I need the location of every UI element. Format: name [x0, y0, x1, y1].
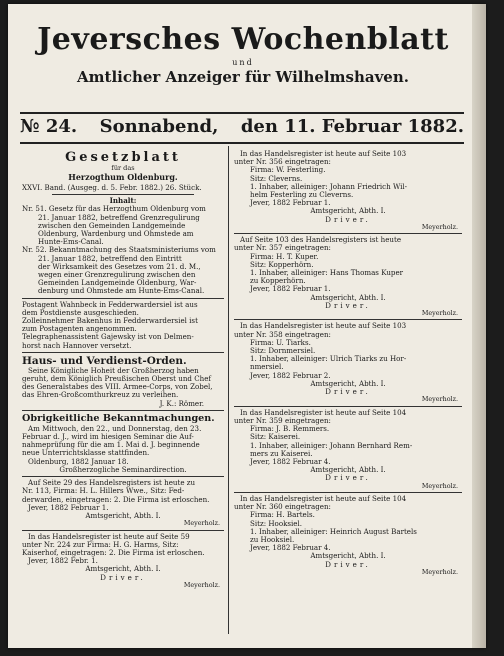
order-heading: Haus- und Verdienst-Orden. — [22, 354, 187, 367]
law-gazette-sub1: für das — [111, 164, 135, 172]
register-entry — [234, 322, 462, 403]
dateline — [20, 116, 464, 137]
court-line: Amtsgericht, Abth. I. — [310, 293, 386, 302]
left-column — [22, 150, 224, 589]
clerk-signature: Meyerholz. — [421, 309, 458, 318]
register-line: Jever, 1882 Februar 1. — [28, 503, 109, 512]
register-line: derwarden, eingetragen: 2. Die Firma ist erloschen. — [22, 495, 210, 504]
right-column — [234, 150, 462, 577]
register-line: Firma: J. B. Remmers. — [250, 425, 330, 434]
register-line: Kaiserhof, eingetragen: 2. Die Firma ist erloschen. — [22, 548, 205, 557]
law-item-line: Nr. 52. Bekanntmachung des Staatsministeriums vom — [22, 246, 216, 255]
clerk-signature: Meyerholz. — [421, 481, 458, 490]
official-line: neue Unterrichtsklasse stattfinden. — [22, 449, 150, 458]
register-line: 1. Inhaber, alleiniger: Johann Friedrich Wil- — [250, 182, 408, 191]
clerk-signature: Meyerholz. — [183, 580, 220, 589]
register-line: mers zu Kaiserei. — [250, 449, 313, 458]
court-line: Amtsgericht, Abth. I. — [85, 565, 161, 574]
law-item-line: der Wirksamkeit des Gesetzes vom 21. d. M., — [38, 262, 201, 271]
register-line: Jever, 1882 Februar 4. — [250, 544, 331, 553]
register-line: 1. Inhaber, alleiniger: Johann Bernhard Rem- — [250, 441, 413, 450]
official-line: Februar d. J., wird im hiesigen Seminar die Auf- — [22, 433, 194, 442]
register-line: unter Nr. 360 eingetragen: — [234, 503, 331, 512]
law-band: XXVI. Band. (Ausgeg. d. 5. Febr. 1882.) 26. Stück. — [22, 184, 202, 192]
order-signature: J. K.: Römer. — [159, 399, 204, 408]
register-line: In das Handelsregister ist heute auf Seite 104 — [240, 494, 407, 503]
issue-number: № 24. — [20, 116, 78, 137]
separator — [234, 406, 462, 407]
official-signature: Großherzogliche Seminardirection. — [59, 465, 187, 474]
register-line: Sitz: Kaiserei. — [250, 433, 301, 442]
court-line: Amtsgericht, Abth. I. — [310, 552, 386, 561]
inhalt-heading: Inhalt: — [109, 197, 137, 206]
dateline-rule-top — [20, 112, 464, 114]
masthead-und: und — [232, 58, 254, 67]
register-line: helm Festerling zu Cleverns. — [250, 191, 354, 200]
judge-name: Driver. — [325, 215, 371, 224]
register-line: unter Nr. 356 eingetragen: — [234, 158, 331, 167]
law-item-line: denburg und Ohmstede am Hunte-Ems-Canal. — [38, 287, 205, 296]
official-line: Am Mittwoch, den 22., und Donnerstag, den 23. — [28, 424, 202, 433]
register-line: In das Handelsregister ist heute auf Seite 103 — [240, 322, 407, 331]
notice-line: Telegraphenassistent Gajewsky ist von Delmen- — [22, 333, 194, 342]
separator — [234, 492, 462, 493]
register-line: unter Nr. 358 eingetragen: — [234, 330, 331, 339]
court-line: Amtsgericht, Abth. I. — [85, 511, 161, 520]
register-line: Sitz: Cleverns. — [250, 174, 303, 183]
law-item-line: Gemeinden Landgemeinde Oldenburg, War- — [38, 279, 197, 288]
register-line: zu Hooksiel. — [250, 535, 295, 544]
separator — [22, 410, 224, 411]
separator — [234, 319, 462, 320]
register-line: Jever, 1882 Februar 2. — [250, 371, 331, 380]
law-item-line: Nr. 51. Gesetz für das Herzogthum Oldenburg vom — [22, 205, 206, 214]
separator — [22, 298, 224, 299]
law-gazette-title: Gesetzblatt — [65, 150, 181, 165]
official-heading: Obrigkeitliche Bekanntmachungen. — [22, 412, 215, 424]
issue-date: den 11. Februar 1882. — [240, 116, 464, 137]
register-line: Sitz: Dornmersiel. — [250, 347, 316, 356]
register-line: In das Handelsregister ist heute auf Seite 59 — [28, 532, 190, 541]
newspaper-title: Jeversches Wochenblatt — [37, 22, 449, 57]
court-line: Amtsgericht, Abth. I. — [310, 379, 386, 388]
law-gazette-sub2: Herzogthum Oldenburg. — [68, 172, 178, 182]
register-line: unter Nr. 359 eingetragen: — [234, 416, 331, 425]
dateline-rule-bottom — [20, 142, 464, 144]
court-line: Amtsgericht, Abth. I. — [310, 466, 386, 475]
register-line: Auf Seite 29 des Handelsregisters ist heute zu — [28, 479, 196, 488]
register-line: 1. Inhaber, alleiniger: Heinrich August Bartels — [250, 527, 417, 536]
notice-line: zum Postagenten angenommen. — [22, 325, 137, 334]
register-line: Jever, 1882 Februar 1. — [250, 285, 331, 294]
judge-name: Driver. — [325, 388, 371, 397]
register-entry — [234, 495, 462, 576]
official-line: nahmeprüfung für die am 1. Mai d. J. beginnende — [22, 441, 200, 450]
register-line: 1. Inhaber, alleiniger: Hans Thomas Kuper — [250, 269, 404, 278]
law-item-line: wegen einer Grenzregulirung zwischen den — [38, 271, 196, 280]
register-line: Sitz: Kopperhörn. — [250, 260, 314, 269]
law-item-line: 21. Januar 1882, betreffend den Eintritt — [38, 254, 182, 263]
judge-name: Driver. — [325, 474, 371, 483]
register-line: Jever, 1882 Febr. 1. — [28, 557, 98, 566]
order-line: des Generalstabes des VIII. Armee-Corps, von Zobel, — [22, 383, 213, 392]
order-line: das Ehren-Großcomthurkreuz zu verleihen. — [22, 391, 179, 400]
register-line: unter Nr. 224 zur Firma: H. G. Harms, Sitz: — [22, 540, 179, 549]
register-line: In das Handelsregister ist heute auf Seite 103 — [240, 150, 407, 158]
separator — [22, 530, 224, 531]
judge-name: Driver. — [325, 301, 371, 310]
notice-line: Zolleinnehmer Bakenhus in Fedderwardersiel ist — [22, 317, 198, 326]
register-line: In das Handelsregister ist heute auf Seite 104 — [240, 408, 407, 417]
separator — [22, 352, 224, 353]
register-entry — [234, 409, 462, 490]
clerk-signature: Meyerholz. — [183, 519, 220, 528]
notice-line: dem Postdienste ausgeschieden. — [22, 308, 139, 317]
register-line: Sitz: Hooksiel. — [250, 519, 303, 528]
masthead — [20, 22, 466, 86]
register-line: nmersiel. — [250, 363, 284, 372]
newspaper-page — [8, 4, 486, 648]
clerk-signature: Meyerholz. — [421, 222, 458, 231]
court-line: Amtsgericht, Abth. I. — [310, 207, 386, 216]
register-line: Auf Seite 103 des Handelsregisters ist heute — [240, 236, 402, 245]
register-entry — [234, 150, 462, 231]
register-line: Firma: U. Tiarks. — [250, 338, 311, 347]
page-edge — [472, 4, 486, 648]
clerk-signature: Meyerholz. — [421, 395, 458, 404]
law-item-line: 21. Januar 1882, betreffend Grenzregulirung — [38, 213, 200, 222]
register-line: Firma: W. Festerling. — [250, 166, 326, 175]
separator — [52, 194, 194, 195]
register-line: 1. Inhaber, alleiniger: Ulrich Tiarks zu Hor- — [250, 355, 407, 364]
register-line: zu Kopperhörn. — [250, 277, 306, 286]
register-line: Jever, 1882 Februar 4. — [250, 457, 331, 466]
register-line: Jever, 1882 Februar 1. — [250, 199, 331, 208]
register-line: Firma: H. T. Kuper. — [250, 252, 319, 261]
judge-name: Driver. — [325, 560, 371, 569]
register-line: unter Nr. 357 eingetragen: — [234, 244, 331, 253]
newspaper-subtitle: Amtlicher Anzeiger für Wilhelmshaven. — [77, 68, 409, 86]
register-line: Nr. 113, Firma: H. L. Hillers Wwe., Sitz: Fed- — [22, 487, 185, 496]
column-divider — [228, 146, 229, 634]
notice-line: Postagent Wahnbeck in Fedderwardersiel ist aus — [22, 300, 198, 309]
clerk-signature: Meyerholz. — [421, 567, 458, 576]
separator — [22, 476, 224, 477]
notice-line: horst nach Hannover versetzt. — [22, 341, 132, 350]
judge-name: Driver. — [100, 573, 146, 582]
separator — [234, 233, 462, 234]
law-item-line: zwischen den Gemeinden Landgemeinde — [38, 221, 186, 230]
register-line: Firma: H. Bartels. — [250, 511, 315, 520]
law-item-line: Hunte-Ems-Canal. — [38, 238, 104, 247]
order-line: Seine Königliche Hoheit der Großherzog haben — [28, 366, 199, 375]
order-line: geruht, dem Königlich Preußischen Oberst und Chef — [22, 375, 212, 384]
official-line: Oldenburg, 1882 Januar 18. — [28, 457, 129, 466]
register-entry — [234, 236, 462, 317]
law-item-line: Oldenburg, Wardenburg und Ohmstede am — [38, 230, 194, 239]
issue-day: Sonnabend, — [99, 116, 219, 137]
